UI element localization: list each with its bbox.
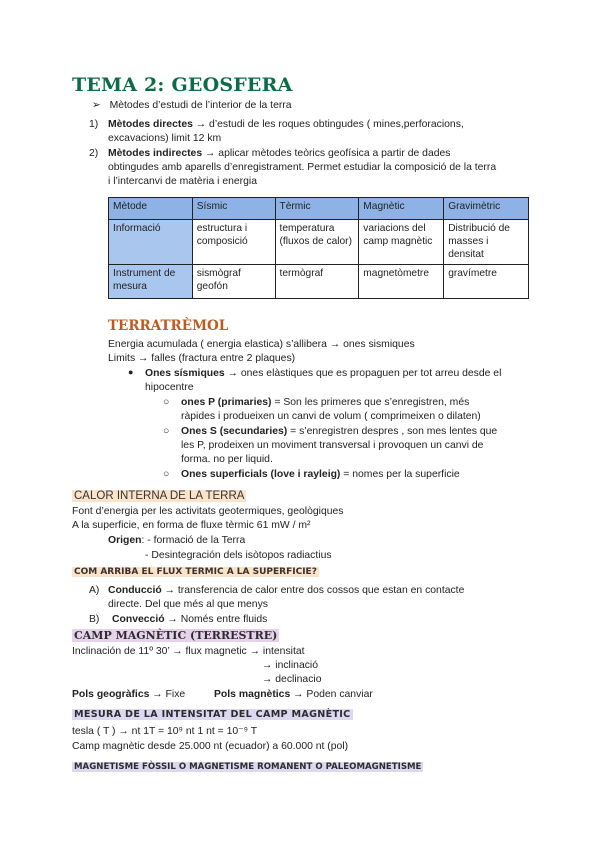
text-line: Limits → falles (fractura entre 2 plaques) — [108, 353, 296, 364]
list-item-text — [181, 396, 469, 410]
list-item-line: obtingudes amb aparells d’enregistrament. Permet estudiar la composició de la terra — [108, 162, 497, 173]
section-heading-paleomagnetisme — [72, 762, 423, 773]
list-item-text — [181, 425, 497, 439]
list-item-bold: Ones sísmiques — [145, 368, 225, 379]
text-line: Inclinación de 11º 30’ → flux magnetic → intensitat — [72, 646, 305, 657]
list-item-line: = s’enregistren despres , son mes lentes que — [287, 426, 498, 437]
list-item — [89, 147, 98, 161]
table-cell: temperatura (fluxos de calor) — [275, 220, 359, 265]
table-header-cell: Sísmic — [192, 198, 275, 220]
text-line: Energia acumulada ( energia elastica) s’allibera → ones sismiques — [108, 339, 415, 350]
list-item-line: ràpides i produeixen un canvi de volum ( comprimeixen o dilaten) — [181, 411, 481, 422]
list-item-line: i l’intercanvi de matèria i energia — [108, 176, 258, 187]
list-item-text — [108, 147, 450, 161]
table-header-row — [109, 198, 529, 220]
list-item-line: → ones elàstiques que es propaguen per tot arreu desde el — [224, 368, 502, 379]
list-item-line: = nomes per la superficie — [340, 469, 460, 480]
list-item — [89, 118, 98, 132]
table-row — [109, 220, 529, 265]
intro-line — [92, 99, 292, 113]
list-item-text — [181, 468, 460, 482]
table-cell: variacions del camp magnètic — [359, 220, 444, 265]
table-cell: Distribució de masses i densitat — [444, 220, 529, 265]
table-row-label: Instrument de mesura — [109, 265, 193, 299]
table-header-cell: Mètode — [109, 198, 193, 220]
circle-bullet-icon: ○ — [163, 426, 170, 437]
list-number: 1) — [89, 119, 99, 130]
highlighted-heading: MESURA DE LA INTENSITAT DEL CAMP MAGNÈTIC — [74, 709, 351, 720]
list-item-line: forma. no per liquid. — [181, 454, 273, 465]
intro-text: Mètodes d’estudi de l’interior de la terra — [109, 100, 292, 111]
table-row — [109, 265, 529, 299]
list-item-line: → transferencia de calor entre dos cossos que estan en contacte — [161, 585, 465, 596]
table-cell: magnetòmetre — [359, 265, 444, 299]
table-cell: sismògraf geofón — [192, 265, 275, 299]
table-cell: gravímetre — [444, 265, 529, 299]
list-item-bold: Ones superficials (love i rayleig) — [181, 469, 341, 480]
bullet-icon: ● — [128, 367, 134, 377]
list-item-text — [108, 584, 464, 598]
table-cell: termògraf — [275, 265, 359, 299]
text-line: → inclinació — [262, 660, 319, 671]
origen-item: - Desintegración dels isòtopos radiactius — [145, 550, 332, 561]
list-marker: A) — [89, 585, 100, 596]
origen-line — [108, 534, 245, 548]
pols-line — [214, 688, 373, 702]
table-cell: estructura i composició — [192, 220, 275, 265]
section-heading-mesura — [72, 709, 353, 722]
list-item-bold: Ones S (secundaries) — [181, 426, 288, 437]
text-line: Camp magnètic desde 25.000 nt (ecuador) a 60.000 nt (pol) — [72, 741, 349, 752]
table-header-cell: Magnètic — [359, 198, 444, 220]
list-item-line: = Son les primeres que s’enregistren, més — [271, 397, 470, 408]
section-heading-flux — [72, 567, 319, 579]
table-header-cell: Gravimètric — [444, 198, 529, 220]
list-item-text — [112, 613, 267, 627]
text-line: A la superficie, en forma de fluxe tèrmic 61 mW / m² — [72, 520, 311, 531]
list-item-text — [145, 367, 501, 381]
pols-text: → Poden canviar — [290, 689, 373, 700]
list-item-line: → d’estudi de les roques obtingudes ( mines,perforacions, — [192, 119, 464, 130]
section-heading-camp — [72, 629, 279, 644]
highlighted-heading: MAGNETISME FÒSSIL O MAGNETISME ROMANENT O PALEOMAGNETISME — [74, 762, 422, 772]
section-heading-calor — [72, 489, 246, 504]
list-item-bold: Convecció — [112, 614, 165, 625]
list-item-line: les P, prodeixen un moviment transversal i provoquen un canvi de — [181, 440, 484, 451]
list-item-line: → aplicar mètodes teòrics geofísica a partir de dades — [202, 148, 451, 159]
highlighted-heading: COM ARRIBA EL FLUX TERMIC A LA SUPERFICIE? — [74, 567, 317, 577]
list-marker: B) — [89, 614, 100, 625]
list-number: 2) — [89, 148, 99, 159]
list-item-bold: Mètodes indirectes — [108, 148, 203, 159]
circle-bullet-icon: ○ — [163, 397, 170, 408]
text-line: Font d’energia per les activitats geotermiques, geològiques — [72, 506, 344, 517]
pols-text: → Fixe — [149, 689, 186, 700]
pols-line — [72, 688, 185, 702]
methods-table — [108, 197, 529, 299]
pols-label: Pols geogràfics — [72, 689, 150, 700]
list-item-line: → Només entre fluids — [164, 614, 268, 625]
list-item-bold: Mètodes directes — [108, 119, 193, 130]
arrow-bullet-icon: ➢ — [92, 100, 101, 111]
list-item-line: directe. Del que més al que menys — [108, 599, 268, 610]
list-item-line: hipocentre — [145, 382, 194, 393]
text-line: → declinacio — [262, 674, 322, 685]
list-item-line: excavacions) limit 12 km — [108, 133, 222, 144]
list-item-text — [108, 118, 464, 132]
text-line: tesla ( T ) → nt 1T = 10⁹ nt 1 nt = 10⁻⁹ T — [72, 726, 258, 737]
pols-label: Pols magnètics — [214, 689, 291, 700]
list-item-bold: Conducció — [108, 585, 162, 596]
origen-item: : - formació de la Terra — [141, 535, 246, 546]
list-item-bold: ones P (primaries) — [181, 397, 272, 408]
origen-label: Origen — [108, 535, 142, 546]
highlighted-heading: CAMP MAGNÈTIC (TERRESTRE) — [74, 629, 278, 642]
highlighted-heading: CALOR INTERNA DE LA TERRA — [74, 490, 245, 502]
table-row-label: Informació — [109, 220, 193, 265]
table-header-cell: Tèrmic — [275, 198, 359, 220]
circle-bullet-icon: ○ — [163, 469, 170, 480]
page-title: TEMA 2: GEOSFERA — [72, 74, 293, 96]
section-heading-terratremol: TERRATRÈMOL — [108, 318, 229, 334]
